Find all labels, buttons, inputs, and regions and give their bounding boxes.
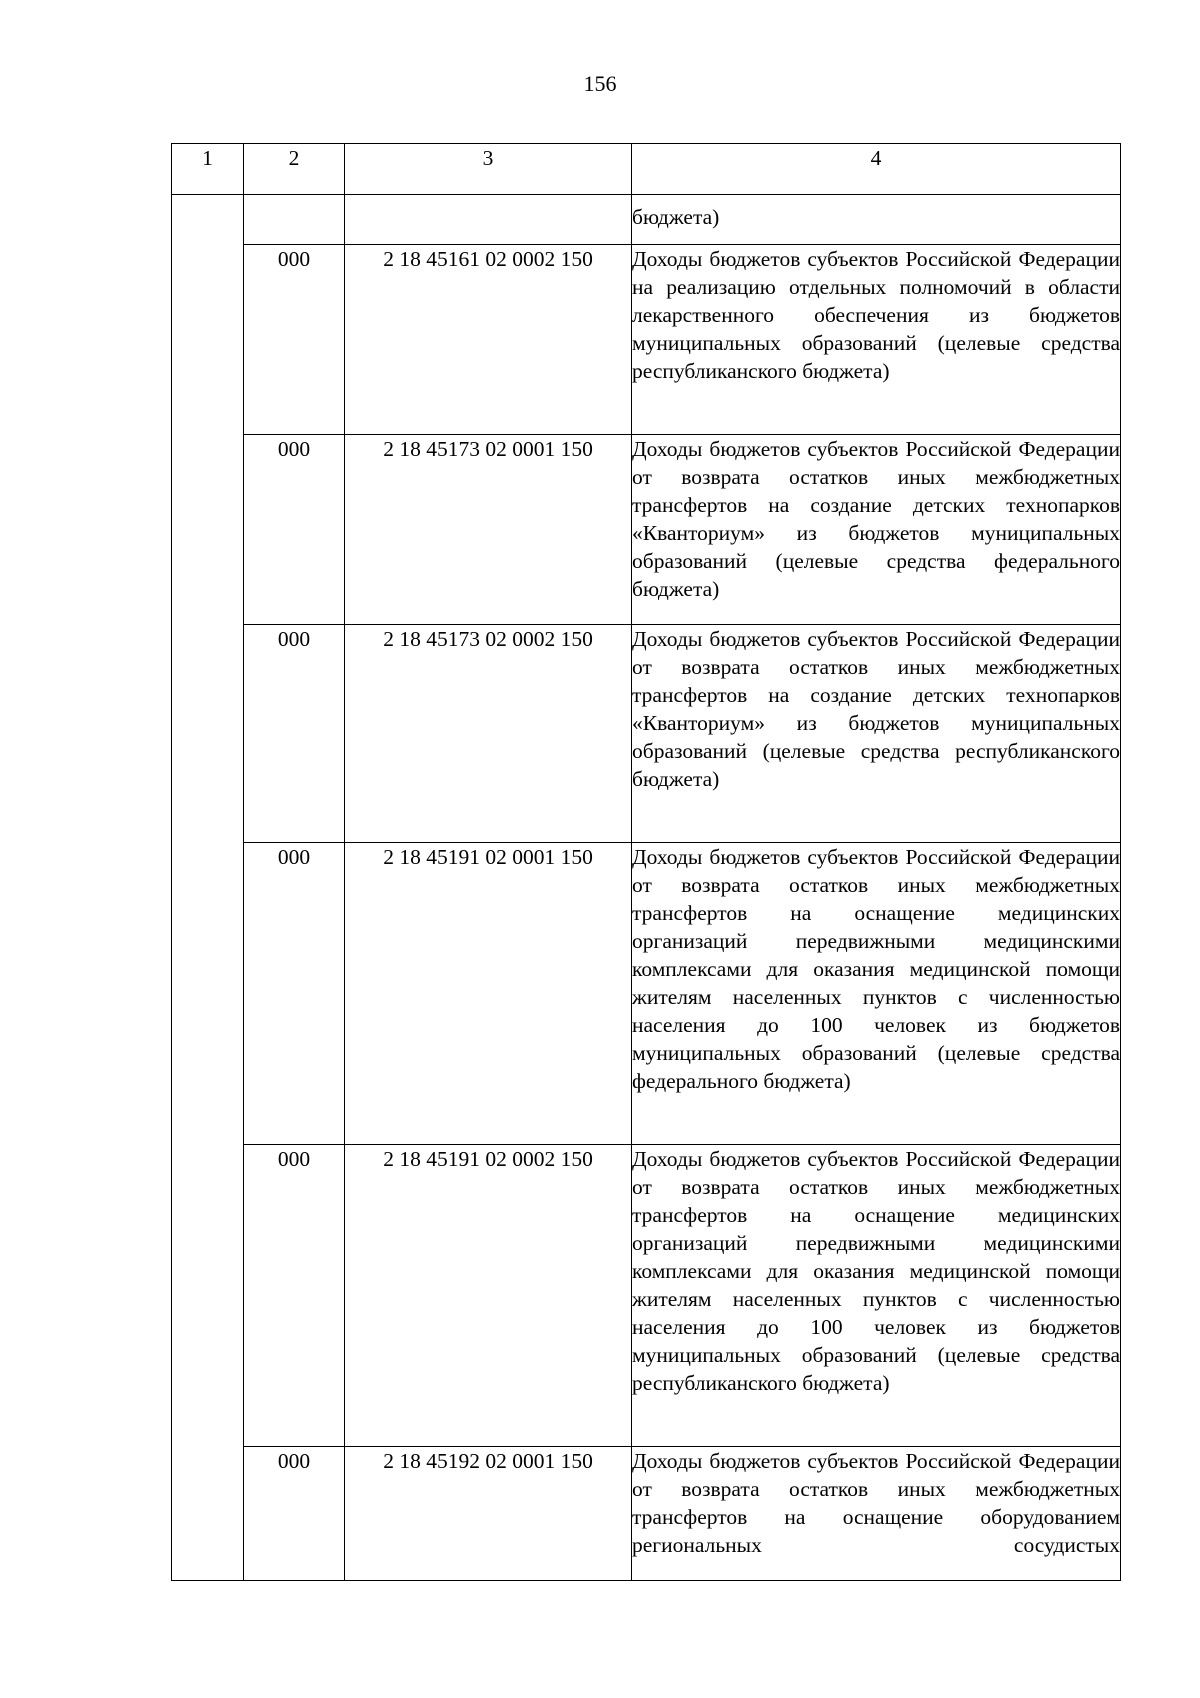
budget-code-cell: 2 18 45161 02 0002 150 [345, 245, 632, 435]
admin-code-cell: 000 [244, 435, 345, 625]
description-cell: Доходы бюджетов субъектов Российской Федерации от возврата остатков иных межбюджетных трансфертов на создание детских технопарков «Кванториум» из бюджетов муниципальных образований (целевые средства республиканского бюджета) [632, 625, 1121, 843]
table-row [172, 435, 1121, 625]
table-header-row [172, 144, 1121, 195]
table-row [172, 843, 1121, 1145]
header-col-2: 2 [244, 144, 345, 195]
budget-code-cell: 2 18 45191 02 0002 150 [345, 1145, 632, 1447]
admin-code-cell [244, 195, 345, 245]
budget-code-cell: 2 18 45192 02 0001 150 [345, 1447, 632, 1581]
table-row [172, 1145, 1121, 1447]
description-cell: Доходы бюджетов субъектов Российской Федерации от возврата остатков иных межбюджетных трансфертов на оснащение оборудованием региональных сосудистых [632, 1447, 1121, 1581]
table-row [172, 245, 1121, 435]
admin-code-cell: 000 [244, 1447, 345, 1581]
table-row [172, 625, 1121, 843]
merged-col-1-cell [172, 195, 244, 1581]
budget-code-cell: 2 18 45173 02 0001 150 [345, 435, 632, 625]
admin-code-cell: 000 [244, 843, 345, 1145]
header-col-3: 3 [345, 144, 632, 195]
description-cell: Доходы бюджетов субъектов Российской Федерации от возврата остатков иных межбюджетных трансфертов на оснащение медицинских организаций передвижными медицинскими комплексами для оказания медицинской помощи жителям населенных пунктов с численностью населения до 100 человек из бюджетов муниципальных образований (целевые средства республиканского бюджета) [632, 1145, 1121, 1447]
header-col-1: 1 [172, 144, 244, 195]
budget-code-cell [345, 195, 632, 245]
description-cell: бюджета) [632, 195, 1121, 245]
header-col-4: 4 [632, 144, 1121, 195]
budget-codes-table [171, 143, 1121, 1581]
description-cell: Доходы бюджетов субъектов Российской Федерации от возврата остатков иных межбюджетных трансфертов на оснащение медицинских организаций передвижными медицинскими комплексами для оказания медицинской помощи жителям населенных пунктов с численностью населения до 100 человек из бюджетов муниципальных образований (целевые средства федерального бюджета) [632, 843, 1121, 1145]
admin-code-cell: 000 [244, 245, 345, 435]
table-row [172, 195, 1121, 245]
description-cell: Доходы бюджетов субъектов Российской Федерации от возврата остатков иных межбюджетных трансфертов на создание детских технопарков «Кванториум» из бюджетов муниципальных образований (целевые средства федерального бюджета) [632, 435, 1121, 625]
admin-code-cell: 000 [244, 625, 345, 843]
budget-code-cell: 2 18 45173 02 0002 150 [345, 625, 632, 843]
description-cell: Доходы бюджетов субъектов Российской Федерации на реализацию отдельных полномочий в области лекарственного обеспечения из бюджетов муниципальных образований (целевые средства республиканского бюджета) [632, 245, 1121, 435]
admin-code-cell: 000 [244, 1145, 345, 1447]
table-row [172, 1447, 1121, 1581]
page-number: 156 [583, 71, 617, 96]
budget-code-cell: 2 18 45191 02 0001 150 [345, 843, 632, 1145]
